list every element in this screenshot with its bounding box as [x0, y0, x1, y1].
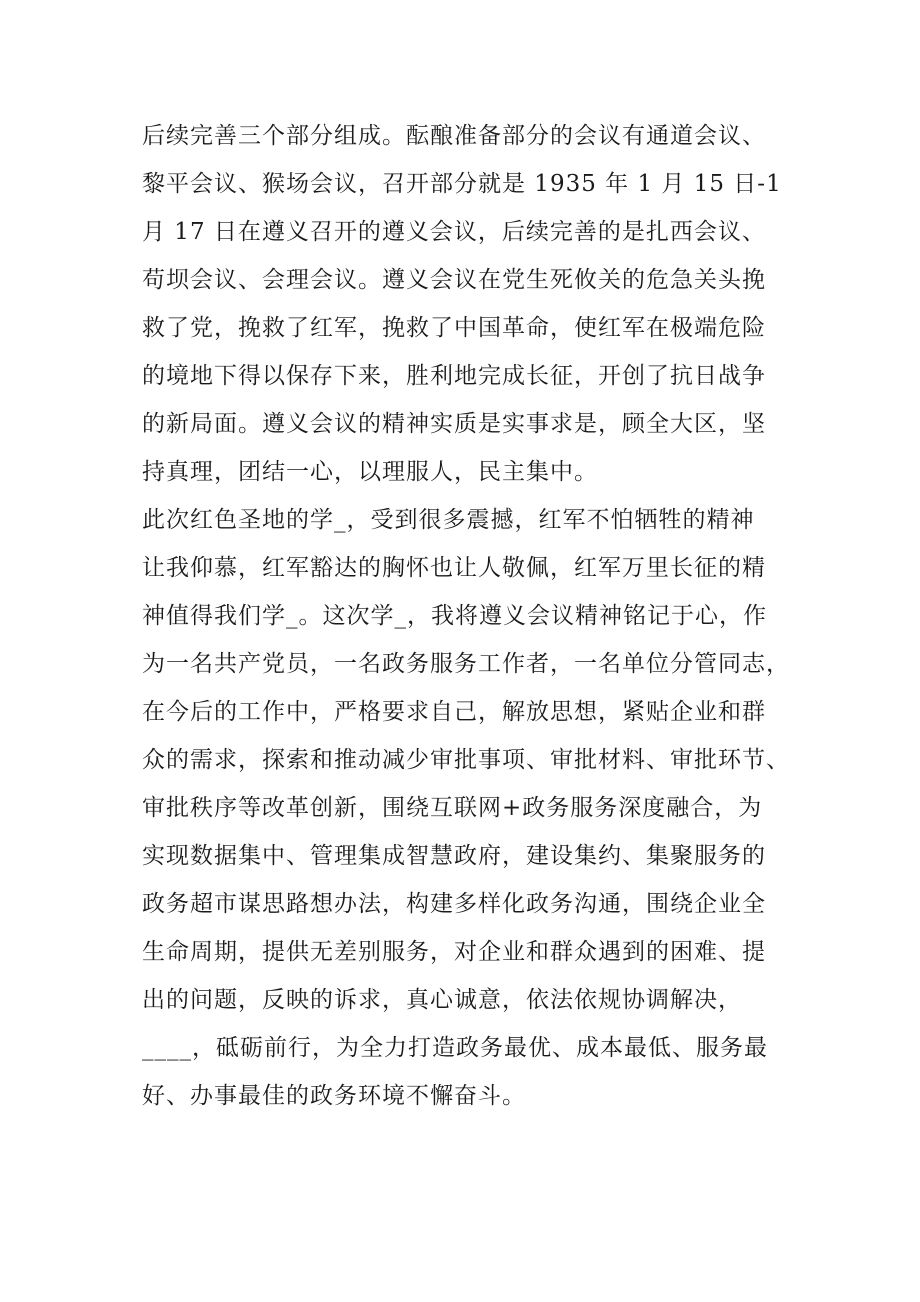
text-line: 好、办事最佳的政务环境不懈奋斗。 — [142, 1083, 526, 1109]
text-line: 实现数据集中、管理集成智慧政府，建设集约、集聚服务的 — [142, 843, 766, 869]
text-line: 审批秩序等改革创新，围绕互联网+政务服务深度融合，为 — [142, 795, 763, 821]
text-line: 在今后的工作中，严格要求自己，解放思想，紧贴企业和群 — [142, 699, 766, 725]
text-line: 让我仰慕，红军豁达的胸怀也让人敬佩，红军万里长征的精 — [142, 555, 766, 581]
document-body — [142, 112, 802, 1120]
text-line: 此次红色圣地的学_，受到很多震撼，红军不怕牺牲的精神 — [142, 507, 755, 533]
text-line: 苟坝会议、会理会议。遵义会议在党生死攸关的危急关头挽 — [142, 267, 766, 293]
text-line: 后续完善三个部分组成。酝酿准备部分的会议有通道会议、 — [142, 123, 766, 149]
text-line: 月 17 日在遵义召开的遵义会议，后续完善的是扎西会议、 — [142, 219, 766, 245]
text-line: ____，砥砺前行，为全力打造政务最优、成本最低、服务最 — [142, 1035, 768, 1061]
paragraph-2 — [142, 496, 802, 1120]
text-line: 的境地下得以保存下来，胜利地完成长征，开创了抗日战争 — [142, 363, 766, 389]
text-line: 黎平会议、猴场会议，召开部分就是 1935 年 1 月 15 日-1 — [142, 171, 782, 197]
text-line: 救了党，挽救了红军，挽救了中国革命，使红军在极端危险 — [142, 315, 766, 341]
text-line: 出的问题，反映的诉求，真心诚意，依法依规协调解决， — [142, 987, 742, 1013]
text-line: 神值得我们学_。这次学_，我将遵义会议精神铭记于心，作 — [142, 603, 767, 629]
text-line: 政务超市谋思路想办法，构建多样化政务沟通，围绕企业全 — [142, 891, 766, 917]
text-line: 为一名共产党员，一名政务服务工作者，一名单位分管同志， — [142, 651, 790, 677]
text-line: 持真理，团结一心，以理服人，民主集中。 — [142, 459, 598, 485]
text-line: 生命周期，提供无差别服务，对企业和群众遇到的困难、提 — [142, 939, 766, 965]
text-line: 众的需求，探索和推动减少审批事项、审批材料、审批环节、 — [142, 747, 790, 773]
text-line: 的新局面。遵义会议的精神实质是实事求是，顾全大区，坚 — [142, 411, 766, 437]
paragraph-1 — [142, 112, 802, 496]
